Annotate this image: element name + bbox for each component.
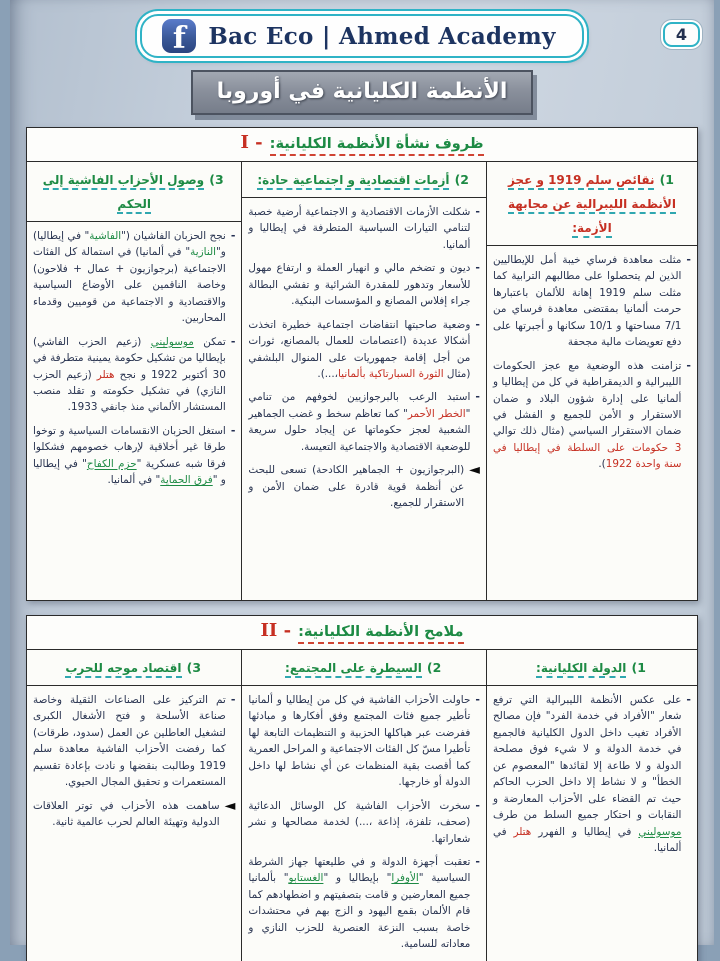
column-number: 3) (186, 660, 202, 675)
column-number: 1) (631, 660, 646, 675)
column-body (27, 222, 241, 498)
column-header (242, 650, 486, 686)
note-item (33, 228, 235, 327)
note-item (493, 358, 691, 473)
section-1-title: ظروف نشأة الأنظمة الكليانية: (270, 136, 484, 156)
dash-bullet: - (230, 423, 236, 437)
note-item (248, 462, 480, 511)
brand-box (140, 14, 583, 58)
dash-bullet: - (475, 205, 480, 218)
dash-bullet: - (475, 798, 480, 812)
note-text: تم التركيز على الصناعات الثقيلة وخاصة صناعة الأسلحة و فتح الأشغال الكبرى لتشغيل العاطلين عن العمل (سدود، طرقات) كما رفضت الأحزاب الفاشية معاهدة سلم 1919 وطالبت بنقضها و نادت بإعادة تقسيم المستعمرات و تحقيق المجال الحيوي. (33, 694, 226, 789)
section-1 (26, 127, 698, 601)
note-text: استغل الحزبان الانقسامات السياسية و توخوا طرقا غير أخلاقية لإرهاب خصومهم فشكلوا فرقا شبه عسكرية "حزم الكفاح" في إيطاليا و "فرق الحماية" في ألمانيا. (33, 424, 226, 487)
dash-bullet: - (686, 693, 691, 706)
result-arrow-icon: ◄ (469, 462, 480, 479)
section-2-numeral: II - (260, 620, 292, 641)
note-text: نجح الحزبان الفاشيان ("الفاشية" في إيطاليا) و"النازية" في ألمانيا) في استمالة كل الفئات الاجتماعية (برجوازيون + عمال + فلاحون) وخاصة الناقمين على الأوضاع السياسية والاقتصادية و الاجتماعية من قوميين وقدماء المحاربين. (33, 230, 226, 325)
dash-bullet: - (686, 253, 691, 266)
dash-bullet: - (230, 229, 236, 242)
column-fascist-rise (27, 162, 241, 601)
column-totalitarian-state (486, 650, 697, 961)
note-item (33, 334, 235, 416)
column-title: أزمات اقتصادية و اجتماعية حادة: (257, 173, 449, 190)
dash-bullet: - (475, 317, 480, 331)
column-title: وصول الأحزاب الفاشية إلى الحكم (43, 173, 204, 214)
column-number: 1) (659, 172, 674, 187)
document-page (10, 0, 714, 951)
note-item (248, 389, 480, 455)
note-text: حاولت الأحزاب الفاشية في كل من إيطاليا و ألمانيا تأطير جميع فئات المجتمع وفق أفكارها و مبادئها ففرضت عبر هياكلها الحزبية و التنظيمات التابعة لها تأطيرا مسّ كل الفئات الاجتماعية و المراحل العمرية كما أقصت بقية المنظمات عن أي نشاط لها داخل الدولة أو خارجها. (248, 694, 471, 789)
note-text: ساهمت هذه الأحزاب في توتر العلاقات الدولية وتهيئة العالم لحرب عالمية ثانية. (33, 799, 220, 829)
page-number-badge: 4 (663, 22, 700, 47)
column-number: 2) (454, 172, 469, 187)
section-2-heading (27, 616, 697, 650)
section-1-table (27, 162, 697, 601)
column-header (27, 162, 241, 222)
note-item (33, 692, 235, 791)
note-text: سخرت الأحزاب الفاشية كل الوسائل الدعائية (صحف، تلفزة، إذاعة ،...) لخدمة مصالحها و نشر شعاراتها. (248, 799, 471, 845)
column-war-economy (27, 650, 241, 961)
brand-title: Bac Eco | Ahmed Academy (208, 22, 556, 50)
note-item (33, 798, 235, 831)
note-text: مثلت معاهدة فرساي خيبة أمل للإيطاليين الذين لم يتحصلوا على مطالبهم الترابية كما مثلت سلم 1919 إهانة للألمان باعتبارها حرمت ألمانيا بمقتضى معاهدة فرساي من 7/1 مساحتها و 10/1 سكانها و أجبرتها على دفع تعويضات مالية مجحفة (492, 254, 682, 349)
lesson-title-banner: الأنظمة الكليانية في أوروبا (191, 70, 533, 115)
column-header (242, 162, 486, 198)
dash-bullet: - (475, 854, 480, 868)
column-title: نقائص سلم 1919 و عجز الأنظمة الليبرالية عن مجابهة الأزمة: (508, 173, 676, 238)
note-text: (البرجوازيون + الجماهير الكادحة) تسعى للبحث عن أنظمة قوية قادرة على ضمان الأمن و الاستقرار للجميع. (248, 464, 465, 509)
note-item (493, 252, 691, 351)
section-1-numeral: I - (240, 132, 263, 153)
note-item (248, 692, 480, 791)
note-text: استبد الرعب بالبرجوازيين لخوفهم من تنامي "الخطر الأحمر" كما تعاظم سخط و غضب الجماهير الشعبية لعجز حكوماتها عن إيجاد حلول سريعة للوضعية الاقتصادية والاجتماعية التعيسة. (248, 391, 471, 453)
column-title: الدولة الكليانية: (536, 661, 626, 678)
column-body (487, 686, 697, 865)
note-text: تزامنت هذه الوضعية مع عجز الحكومات الليبرالية و الديمقراطية في كل من إيطاليا و ألمانيا على إدارة شؤون البلاد و ضمان الاستقرار و الأمن للجميع و الفشل في ضمان الاستقرار السياسي (مثال ذلك توالي 3 حكومات على السلطة في إيطاليا في سنة واحدة 1922). (492, 359, 682, 471)
column-economic-crises (241, 162, 486, 601)
section-2 (26, 615, 698, 961)
column-header (27, 650, 241, 686)
note-item (248, 260, 480, 309)
note-item (248, 204, 480, 253)
note-text: شكلت الأزمات الاقتصادية و الاجتماعية أرضية خصبة لتنامي التيارات السياسية المتطرفة في إيطاليا و ألمانيا. (248, 206, 471, 251)
column-body (487, 246, 697, 482)
section-2-title: ملامح الأنظمة الكليانية: (298, 624, 463, 644)
column-body (242, 686, 486, 961)
top-bar (10, 10, 714, 62)
dash-bullet: - (230, 334, 236, 348)
column-header (487, 162, 697, 246)
dash-bullet: - (475, 390, 480, 404)
note-item (248, 854, 480, 953)
column-number: 3) (209, 172, 224, 187)
column-header (487, 650, 697, 686)
note-item (493, 692, 691, 856)
note-text: تعقبت أجهزة الدولة و في طليعتها جهاز الشرطة السياسية "الأوفرا" بإيطاليا و "الغستابو" بألمانيا جميع المعارضين و قامت بتصفيتهم و اضطهادهم كما قام الألمان بقمع اليهود و الزج بهم في محتشدات خاصة بسبب النزعة العنصرية للحزب النازي و معاداته للسامية. (248, 855, 471, 951)
dash-bullet: - (686, 358, 691, 372)
facebook-icon: f (162, 19, 196, 53)
note-item (248, 798, 480, 847)
dash-bullet: - (230, 693, 236, 706)
column-number: 2) (426, 660, 442, 675)
note-text: ديون و تضخم مالي و انهيار العملة و ارتفاع مهول للأسعار وتدهور للمقدرة الشرائية و تفشي البطالة جراء إفلاس المصانع و المؤسسات البنكية. (248, 262, 471, 308)
note-text: وضعية صاحبتها انتفاضات اجتماعية خطيرة اتخذت أشكالا عديدة (اعتصامات للعمال بالمصانع، ثورات من أجل إقامة جمهوريات على المنوال البلشفي (مثال الثورة السبارتاكية بألمانيا،...). (248, 318, 471, 380)
note-item (33, 423, 235, 489)
dash-bullet: - (475, 261, 480, 275)
column-body (242, 198, 486, 520)
column-title: السيطرة على المجتمع: (285, 661, 422, 678)
section-1-heading (27, 128, 697, 162)
column-peace-defects (486, 162, 697, 601)
note-item (248, 317, 480, 383)
column-society-control (241, 650, 486, 961)
column-title: اقتصاد موجه للحرب (65, 661, 181, 678)
result-arrow-icon: ◄ (224, 797, 236, 814)
column-body (27, 686, 241, 840)
section-2-table (27, 650, 697, 961)
note-text: على عكس الأنظمة الليبرالية التي ترفع شعار "الأفراد في خدمة الفرد" فإن مصالح الأفراد تغيب داخل الدول الكليانية فالجميع في خدمة الدولة و لا شيء فوق مصلحة الدولة و لا طاعة إلا لقائدها "المعصوم عن الخطأ" و لا نشاط إلا داخل الحزب الحاكم حيث تم القضاء على الأحزاب المعارضة و النقابات و احتكار جميع السلط من طرف موسوليني في إيطاليا و الفهرر هتلر في ألمانيا. (492, 694, 682, 854)
dash-bullet: - (475, 693, 480, 706)
note-text: تمكن موسوليني (زعيم الحزب الفاشي) بإيطاليا من تشكيل حكومة يمينية متطرفة في 30 أكتوبر 1922 و نجح هتلر (زعيم الحزب النازي) في تشكيل حكومته و تقلد منصب المستشار الألماني منذ جانفي 1933. (33, 335, 226, 414)
